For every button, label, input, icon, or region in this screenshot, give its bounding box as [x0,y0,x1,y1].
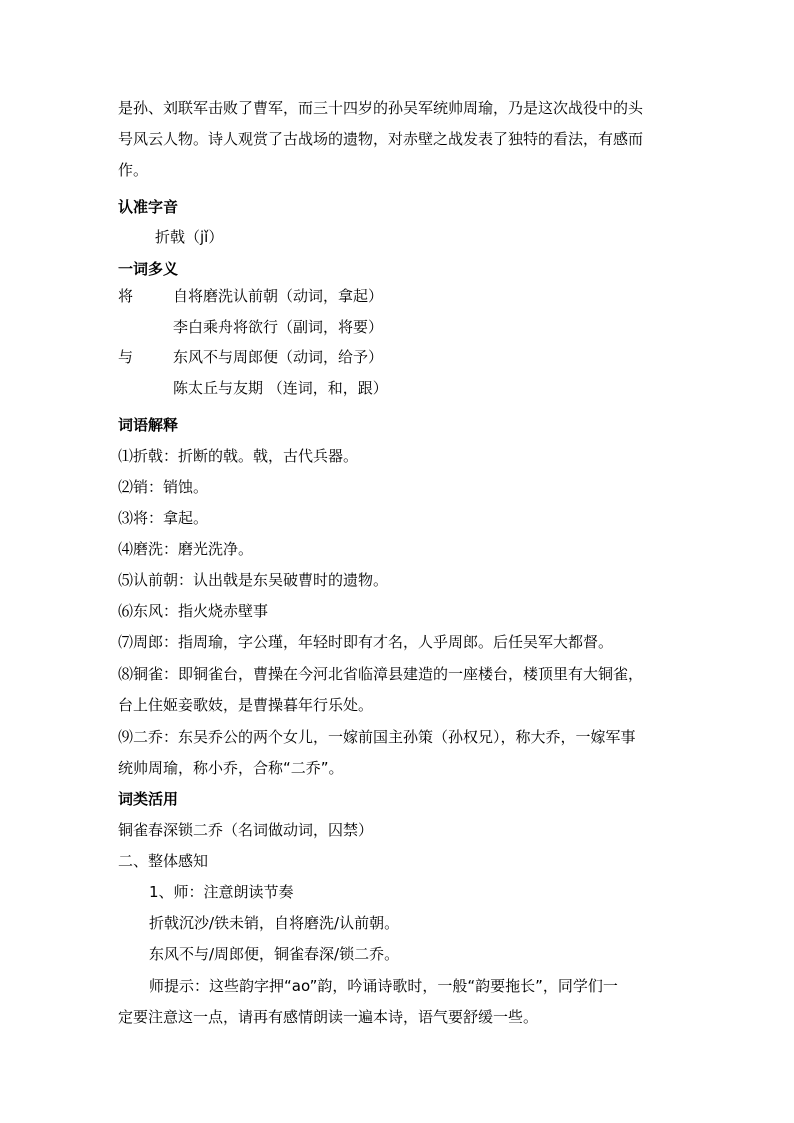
glossary-item: 台上住姬妾歌妓，是曹操暮年行乐处。 [118,696,374,714]
intro-line-1: 是孙、刘联军击败了曹军，而三十四岁的孙吴军统帅周瑜，乃是这次战役中的头 [118,99,644,117]
polysemy-char: 与 [118,348,134,366]
glossary-item: ⑷磨洗：磨光洗净。 [118,540,254,558]
rhythm-line-2: 东风不与/周郎便，铜雀春深/锁二乔。 [149,945,400,963]
glossary-item: ⑹东风：指火烧赤壁事 [118,602,269,620]
glossary-item: ⑻铜雀：即铜雀台，曹操在今河北省临漳县建造的一座楼台，楼顶里有大铜雀， [118,665,644,683]
overall-heading: 二、整体感知 [118,852,209,870]
teacher-tip-line-1: 师提示：这些韵字押“ao”韵，吟诵诗歌时，一般“韵要拖长”，同学们一 [149,977,618,995]
glossary-item: ⑵销：销蚀。 [118,478,209,496]
polysemy-sense: 与 东风不与周郎便（动词，给予） [118,348,384,366]
glossary-item: ⑶将：拿起。 [118,509,209,527]
rhythm-line-1: 折戟沉沙/铁未销，自将磨洗/认前朝。 [149,914,400,932]
glossary-item: ⑴折戟：折断的戟。戟，古代兵器。 [118,447,359,465]
intro-line-3: 作。 [118,161,149,179]
overall-step: 1、师：注意朗读节奏 [149,883,294,901]
intro-line-2: 号风云人物。诗人观赏了古战场的遗物，对赤壁之战发表了独特的看法，有感而 [118,130,644,148]
word-class-heading: 词类活用 [118,790,179,808]
glossary-item: 统帅周瑜，称小乔，合称“二乔”。 [118,759,344,777]
teacher-tip-line-2: 定要注意这一点，请再有感情朗读一遍本诗，语气要舒缓一些。 [118,1008,539,1026]
glossary-item: ⑺周郎：指周瑜，字公瑾，年轻时即有才名，人乎周郎。后任吴军大都督。 [118,633,614,651]
polysemy-heading: 一词多义 [118,260,179,278]
word-class-item: 铜雀春深锁二乔（名词做动词，囚禁） [118,821,374,839]
pronunciation-heading: 认准字音 [118,198,179,216]
polysemy-sense: 将 自将磨洗认前朝（动词，拿起） [118,287,384,305]
polysemy-sense: 李白乘舟将欲行（副词，将要） [173,318,384,336]
glossary-heading: 词语解释 [118,416,179,434]
polysemy-sense: 陈太丘与友期 （连词，和，跟） [173,379,388,397]
glossary-item: ⑸认前朝：认出戟是东吴破曹时的遗物。 [118,571,389,589]
pronunciation-item: 折戟（jǐ） [155,228,224,246]
glossary-item: ⑼二乔：东吴乔公的两个女儿，一嫁前国主孙策（孙权兄），称大乔，一嫁军事 [118,728,636,746]
polysemy-char: 将 [118,287,134,305]
